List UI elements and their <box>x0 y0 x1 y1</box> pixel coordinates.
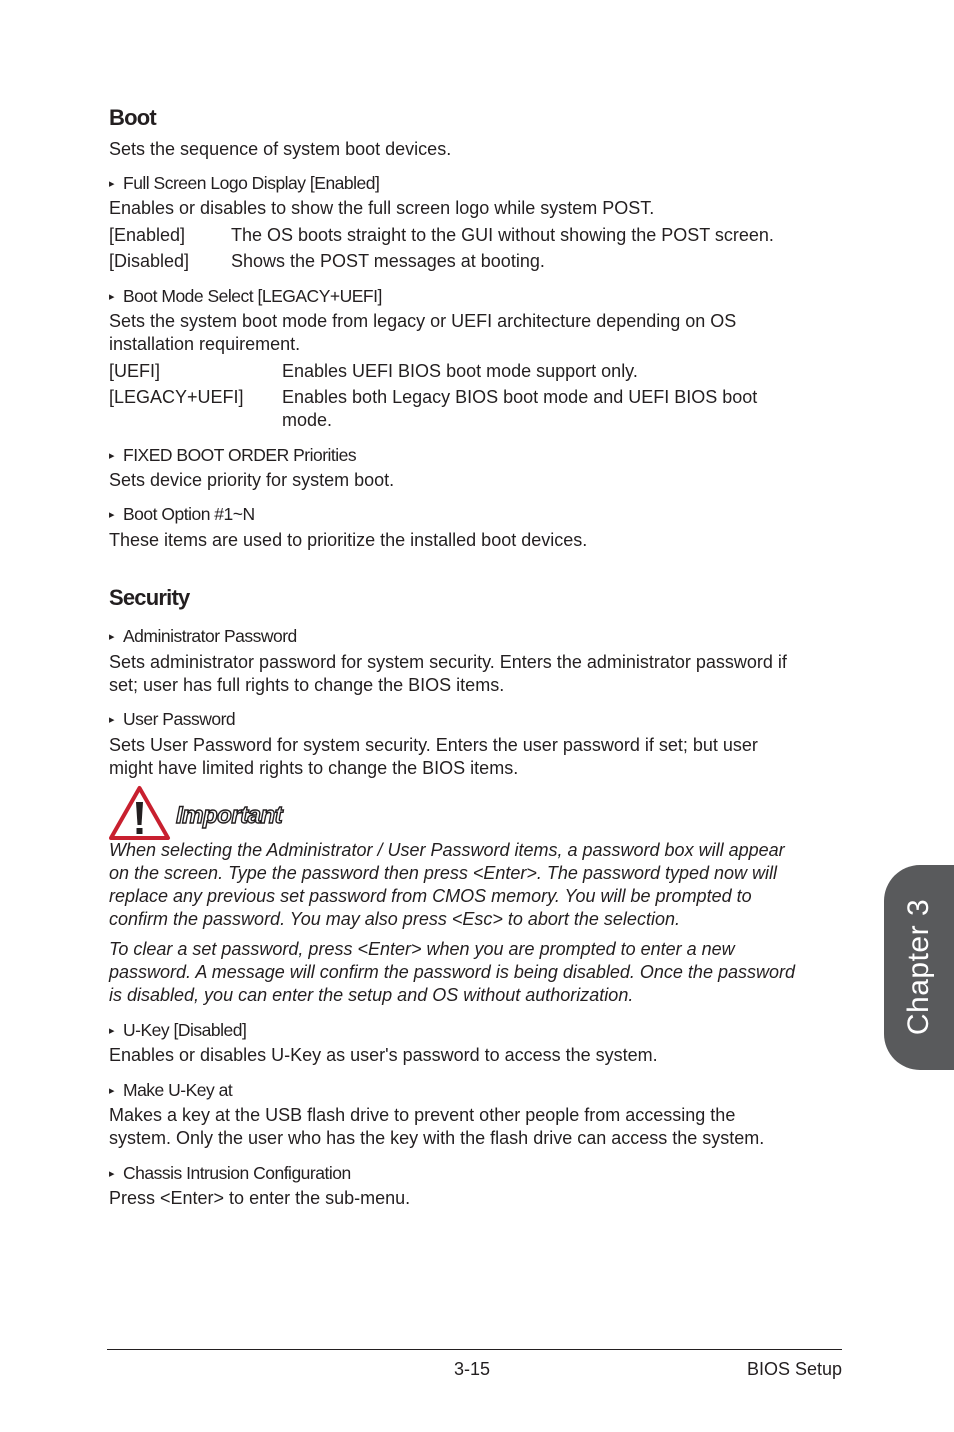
bullet-triangle-icon: ▸ <box>109 509 115 521</box>
item-desc: Sets device priority for system boot. <box>109 470 395 490</box>
item-user-password <box>109 708 235 731</box>
bullet-triangle-icon: ▸ <box>109 714 115 726</box>
item-title: U-Key [Disabled] <box>123 1020 247 1040</box>
bullet-triangle-icon: ▸ <box>109 1168 115 1180</box>
item-title: Chassis Intrusion Configuration <box>123 1163 351 1183</box>
item-desc-line: Sets the system boot mode from legacy or UEFI architecture depending on OS <box>109 311 737 331</box>
important-text-line: replace any previous set password from CMOS memory. You will be prompted to <box>109 886 752 906</box>
important-text-line: To clear a set password, press <Enter> when you are prompted to enter a new <box>109 939 735 959</box>
bullet-triangle-icon: ▸ <box>109 1085 115 1097</box>
item-desc: Press <Enter> to enter the sub-menu. <box>109 1188 411 1208</box>
item-boot-option <box>109 503 255 526</box>
section-heading-security: Security <box>109 585 190 610</box>
option-value: The OS boots straight to the GUI without showing the POST screen. <box>231 225 774 245</box>
item-title: FIXED BOOT ORDER Priorities <box>123 445 357 465</box>
item-desc-line: installation requirement. <box>109 334 301 354</box>
item-title: Make U-Key at <box>123 1080 233 1100</box>
important-text-line: is disabled, you can enter the setup and OS without authorization. <box>109 985 634 1005</box>
item-chassis-intrusion <box>109 1162 351 1185</box>
item-desc: Enables or disables to show the full screen logo while system POST. <box>109 198 655 218</box>
item-title: Full Screen Logo Display [Enabled] <box>123 173 380 193</box>
bullet-triangle-icon: ▸ <box>109 631 115 643</box>
item-make-ukey <box>109 1079 232 1102</box>
option-key: [UEFI] <box>109 361 161 381</box>
item-desc-line: set; user has full rights to change the BIOS items. <box>109 675 505 695</box>
item-title: User Password <box>123 709 236 729</box>
warning-triangle-icon <box>108 785 171 841</box>
option-value: Enables UEFI BIOS boot mode support only. <box>282 361 638 381</box>
item-boot-mode-select <box>109 285 382 308</box>
item-desc: These items are used to prioritize the installed boot devices. <box>109 530 588 550</box>
important-label: Important <box>176 802 283 829</box>
important-text-line: password. A message will confirm the password is being disabled. Once the password <box>109 962 795 982</box>
footer-section-title: BIOS Setup <box>746 1359 842 1379</box>
item-desc-line: Sets User Password for system security. Enters the user password if set; but user <box>109 735 758 755</box>
item-administrator-password <box>109 625 297 648</box>
item-desc: Enables or disables U-Key as user's password to access the system. <box>109 1045 658 1065</box>
option-key: [Enabled] <box>109 225 186 245</box>
section-heading-boot: Boot <box>109 105 156 130</box>
item-desc-line: system. Only the user who has the key with the flash drive can access the system. <box>109 1128 765 1148</box>
item-desc-line: Sets administrator password for system security. Enters the administrator password if <box>109 652 787 672</box>
item-title: Administrator Password <box>123 626 297 646</box>
option-value: mode. <box>282 410 333 430</box>
item-desc-line: Makes a key at the USB flash drive to prevent other people from accessing the <box>109 1105 736 1125</box>
bullet-triangle-icon: ▸ <box>109 1025 115 1037</box>
item-desc-line: might have limited rights to change the BIOS items. <box>109 758 519 778</box>
page-number: 3-15 <box>454 1359 491 1379</box>
boot-intro: Sets the sequence of system boot devices. <box>109 139 452 159</box>
item-full-screen-logo <box>109 172 379 195</box>
option-value: Shows the POST messages at booting. <box>231 251 545 271</box>
bullet-triangle-icon: ▸ <box>109 178 115 190</box>
bullet-triangle-icon: ▸ <box>109 291 115 303</box>
option-value: Enables both Legacy BIOS boot mode and UEFI BIOS boot <box>282 387 758 407</box>
bullet-triangle-icon: ▸ <box>109 450 115 462</box>
chapter-tab-label: Chapter 3 <box>902 898 935 1036</box>
item-fixed-boot-order <box>109 444 356 467</box>
important-text-line: confirm the password. You may also press <Esc> to abort the selection. <box>109 909 680 929</box>
item-title: Boot Option #1~N <box>123 504 255 524</box>
item-ukey <box>109 1019 246 1042</box>
important-text-line: on the screen. Type the password then press <Enter>. The password typed now will <box>109 863 778 883</box>
option-key: [LEGACY+UEFI] <box>109 387 244 407</box>
item-title: Boot Mode Select [LEGACY+UEFI] <box>123 286 382 306</box>
important-text-line: When selecting the Administrator / User Password items, a password box will appear <box>109 840 785 860</box>
option-key: [Disabled] <box>109 251 190 271</box>
footer-divider <box>107 1349 842 1350</box>
